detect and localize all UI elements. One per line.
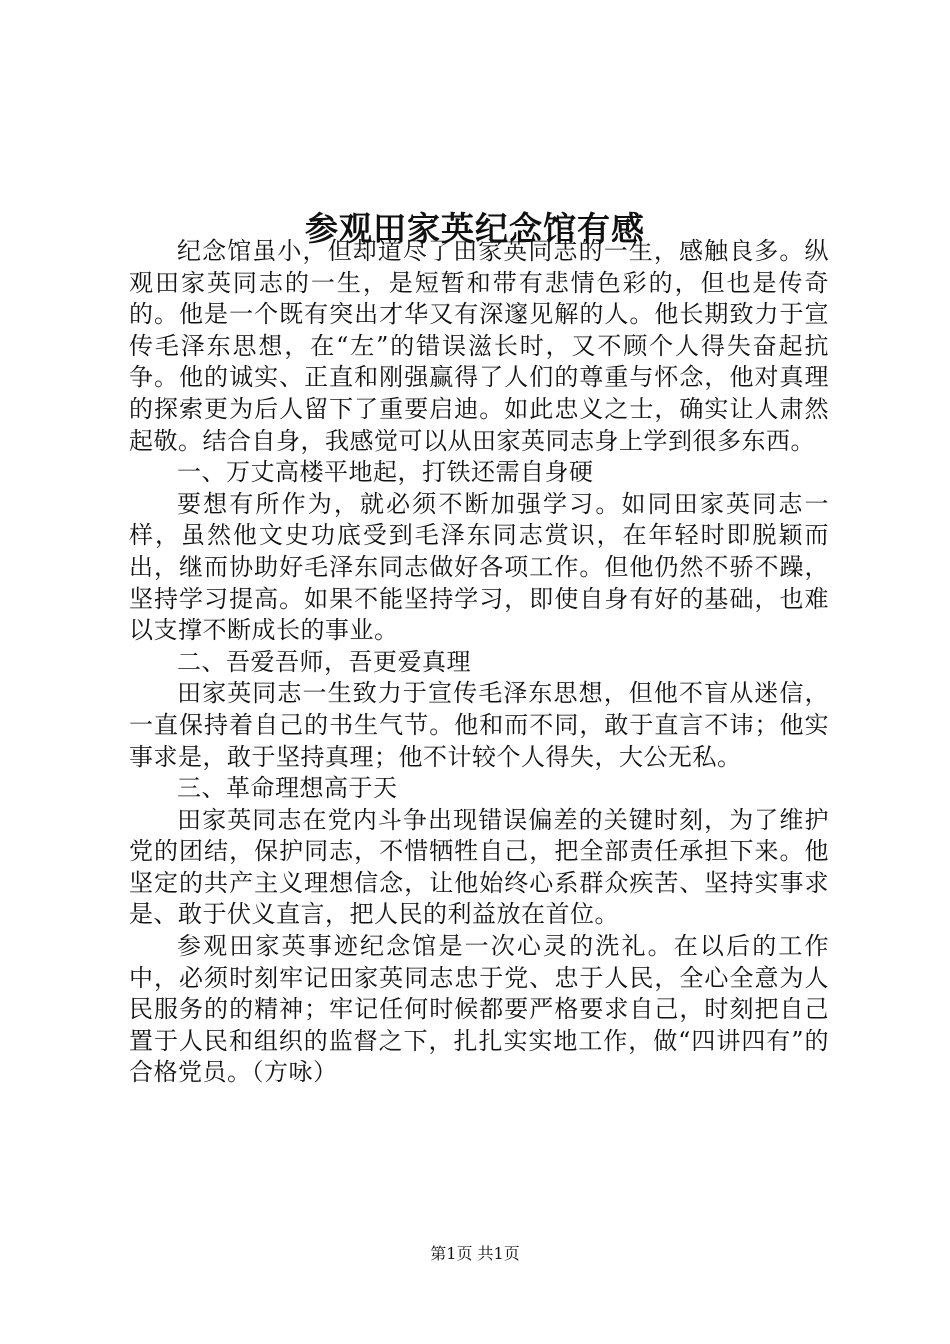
page-footer: 第1页 共1页 bbox=[430, 1244, 520, 1263]
paragraph-section-1: 要想有所作为，就必须不断加强学习。如同田家英同志一样，虽然他文史功底受到毛泽东同志赏识，在年轻时即脱颖而出，继而协助好毛泽东同志做好各项工作。但他仍然不骄不躁，坚持学习提高。如果不能坚持学习，即使自身有好的基础，也难以支撑不断成长的事业。 bbox=[129, 489, 829, 645]
document-body bbox=[129, 236, 829, 1089]
document-title: 参观田家英纪念馆有感 bbox=[305, 209, 645, 249]
paragraph-conclusion: 参观田家英事迹纪念馆是一次心灵的洗礼。在以后的工作中，必须时刻牢记田家英同志忠于党、忠于人民，全心全意为人民服务的的精神；牢记任何时候都要严格要求自己，时刻把自己置于人民和组织的监督之下，扎扎实实地工作，做“四讲四有”的合格党员。（方咏） bbox=[129, 932, 829, 1087]
section-heading-3: 三、革命理想高于天 bbox=[177, 774, 398, 803]
paragraph-section-2: 田家英同志一生致力于宣传毛泽东思想，但他不盲从迷信，一直保持着自己的书生气节。他和而不同，敢于直言不讳；他实事求是，敢于坚持真理；他不计较个人得失，大公无私。 bbox=[129, 679, 829, 771]
section-heading-1: 一、万丈高楼平地起，打铁还需自身硬 bbox=[177, 458, 594, 487]
paragraph-section-3: 田家英同志在党内斗争出现错误偏差的关键时刻，为了维护党的团结，保护同志，不惜牺牲自己，把全部责任承担下来。他坚定的共产主义理想信念，让他始终心系群众疾苦、坚持实事求是、敢于伏义直言，把人民的利益放在首位。 bbox=[129, 805, 829, 929]
paragraph-intro: 纪念馆虽小，但却道尽了田家英同志的一生，感触良多。纵观田家英同志的一生，是短暂和带有悲情色彩的，但也是传奇的。他是一个既有突出才华又有深邃见解的人。他长期致力于宣传毛泽东思想，在“左”的错误滋长时，又不顾个人得失奋起抗争。他的诚实、正直和刚强赢得了人们的尊重与怀念，他对真理的探索更为后人留下了重要启迪。如此忠义之士，确实让人肃然起敬。结合自身，我感觉可以从田家英同志身上学到很多东西。 bbox=[129, 237, 829, 455]
section-heading-2: 二、吾爱吾师，吾更爱真理 bbox=[177, 647, 471, 676]
